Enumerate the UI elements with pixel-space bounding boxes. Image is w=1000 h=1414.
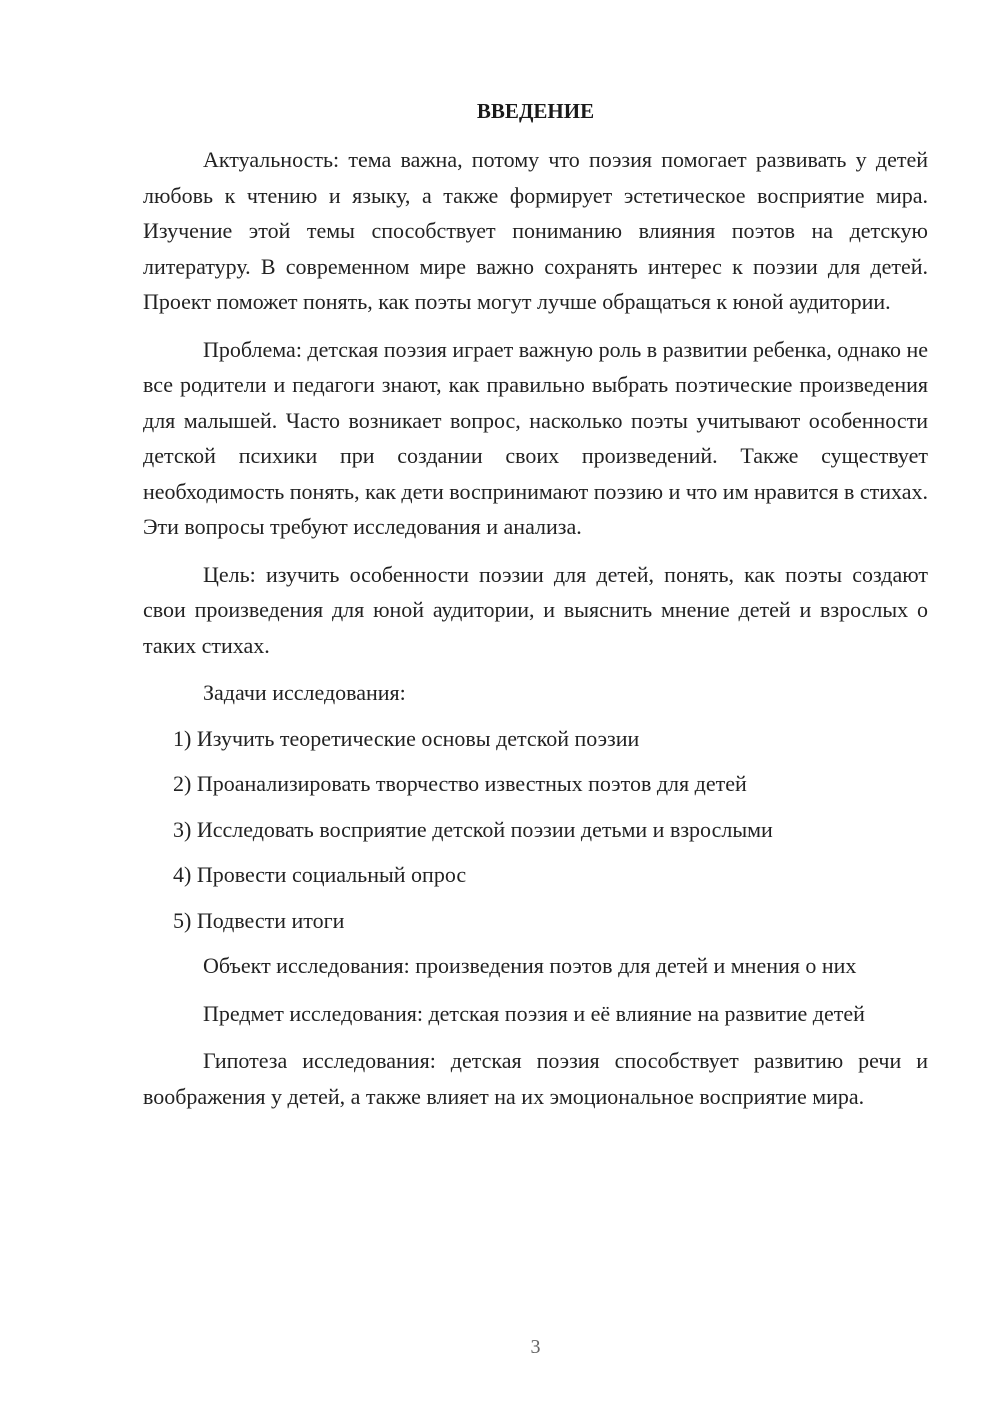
page-number: 3 bbox=[530, 1336, 541, 1358]
task-list bbox=[143, 721, 928, 939]
task-item: 3) Исследовать восприятие детской поэзии детьми и взрослыми bbox=[173, 816, 773, 842]
document-page bbox=[143, 0, 928, 1414]
object-paragraph: Объект исследования: произведения поэтов для детей и мнения о них bbox=[203, 953, 857, 978]
tasks-heading: Задачи исследования: bbox=[203, 680, 406, 705]
page-title: ВВЕДЕНИЕ bbox=[476, 99, 595, 123]
task-item: 5) Подвести итоги bbox=[173, 907, 345, 933]
task-item: 1) Изучить теоретические основы детской поэзии bbox=[173, 725, 640, 751]
hypothesis-paragraph: Гипотеза исследования: детская поэзия способствует развитию речи и воображения у детей, а также влияет на их эмоциональное восприятие мира. bbox=[143, 1048, 928, 1109]
document-body bbox=[143, 142, 928, 1126]
goal-paragraph: Цель: изучить особенности поэзии для детей, понять, как поэты создают свои произведения для юной аудитории, и выяснить мнение детей и взрослых о таких стихах. bbox=[143, 561, 928, 658]
subject-paragraph: Предмет исследования: детская поэзия и её влияние на развитие детей bbox=[203, 1000, 865, 1026]
task-item: 2) Проанализировать творчество известных поэтов для детей bbox=[173, 771, 747, 796]
problem-paragraph: Проблема: детская поэзия играет важную роль в развитии ребенка, однако не все родители и педагоги знают, как правильно выбрать поэтические произведения для малышей. Часто возникает вопрос, насколько поэты учитывают особенности детской психики при создании своих произведений. Также существует необходимость понять, как дети воспринимают поэзию и что им нравится в стихах. Эти вопросы требуют исследования и анализа. bbox=[143, 336, 928, 539]
task-item: 4) Провести социальный опрос bbox=[173, 862, 467, 887]
relevance-paragraph: Актуальность: тема важна, потому что поэзия помогает развивать у детей любовь к чтению и языку, а также формирует эстетическое восприятие мира. Изучение этой темы способствует пониманию влияния поэтов на детскую литературу. В современном мире важно сохранять интерес к поэзии для детей. Проект поможет понять, как поэты могут лучше обращаться к юной аудитории. bbox=[143, 147, 928, 314]
